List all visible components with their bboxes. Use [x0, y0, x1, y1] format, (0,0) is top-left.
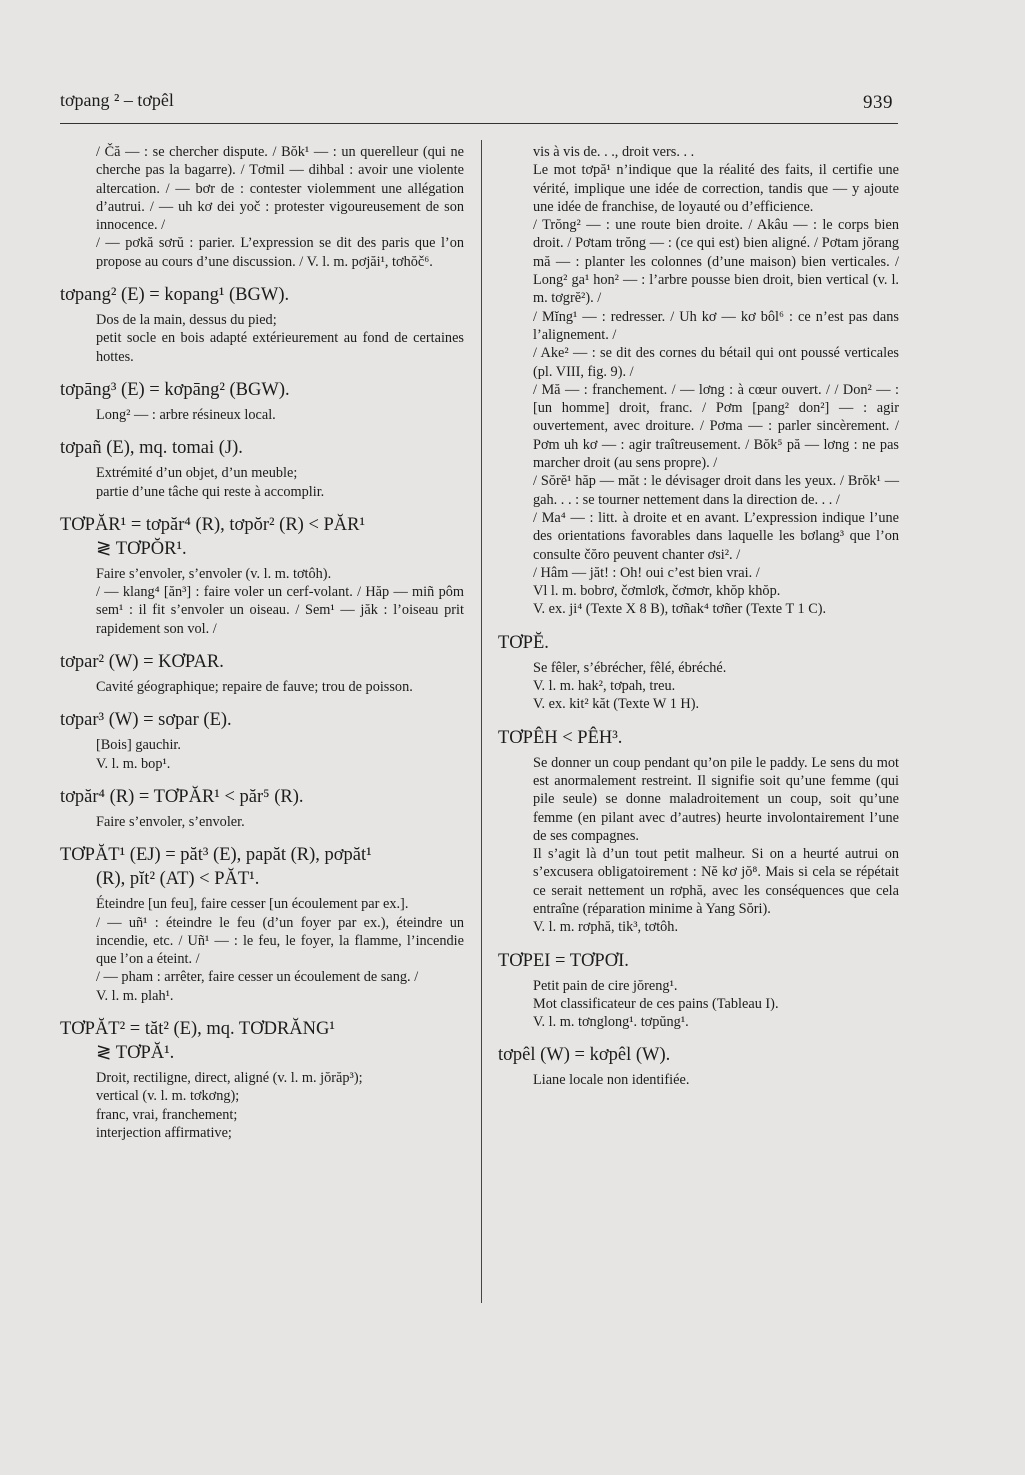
definition-line: petit socle en bois adapté extérieurement au fond de certaines hottes. — [96, 330, 464, 365]
definition-line: Liane locale non identifiée. — [533, 1072, 690, 1089]
continuation-text: / — pơkă sơrŭ : parier. L’expression se dit des paris que l’on propose au cours d’une discussion. / V. l. m. pơjăi¹, tơhŏč⁶. — [96, 235, 464, 270]
entry-body — [60, 895, 464, 1005]
definition-line: Droit, rectiligne, direct, aligné (v. l. m. jŏrăp³); — [96, 1070, 363, 1087]
header-rule — [60, 123, 898, 124]
entry-headword: TƠPÊH < PÊH³. — [498, 727, 623, 748]
see-also-line: V. l. m. tơnglong¹. tơpŭng¹. — [533, 1014, 689, 1031]
see-also-line: V. l. m. hak², tơpah, treu. — [533, 678, 676, 695]
entry-headword: tơpêl (W) = kơpêl (W). — [498, 1045, 671, 1066]
see-also-line: V. l. m. bop¹. — [96, 755, 171, 772]
entry-headword: TƠPĔ. — [498, 632, 549, 653]
column-divider — [481, 140, 482, 1303]
definition-line: [Bois] gauchir. — [96, 737, 181, 754]
definition-line: Extrémité d’un objet, d’un meuble; — [96, 465, 298, 482]
entry-body — [60, 813, 464, 831]
entry-headword: tơpang² (E) = kopang¹ (BGW). — [60, 285, 290, 306]
example-text: / — pham : arrêter, faire cesser un écoulement de sang. / — [96, 969, 419, 986]
example-text: / Hâm — jăt! : Oh! oui c’est bien vrai. / — [533, 564, 760, 581]
see-also-line: V. ex. ji⁴ (Texte X 8 B), tơñak⁴ tơñer (Texte T 1 C). — [533, 601, 827, 618]
headword-line: ≷ TƠPŎR¹. — [96, 538, 187, 559]
definition-line: interjection affirmative; — [96, 1124, 232, 1141]
continuation-text: vis à vis de. . ., droit vers. . . — [533, 144, 695, 160]
entry-headword: TƠPEI = TƠPƠI. — [498, 950, 629, 971]
see-also-line: V. l. m. plah¹. — [96, 987, 174, 1004]
see-also-line: Vl l. m. bobrơ, čơmlơk, čơmơr, khŏp khŏp. — [533, 583, 781, 600]
entry-body — [60, 1069, 464, 1142]
definition-line: Dos de la main, dessus du pied; — [96, 312, 277, 329]
definition-line: Long² — : arbre résineux local. — [96, 406, 276, 423]
entry-headword — [60, 1017, 464, 1065]
entry-body — [60, 406, 464, 424]
continuation-text: / Čă — : se chercher dispute. / Bŏk¹ — : un querelleur (qui ne cherche pas la bagarre). / Tơmil — dihbal : avoir une violente altercation. / — bơr de : contester violemment une allégation d’autrui. / — uh kơ dei yoč : protester vigoureusement de son innocence. / — [96, 144, 464, 234]
definition-line: Faire s’envoler, s’envoler. — [96, 813, 245, 830]
definition-line: partie d’une tâche qui reste à accomplir. — [96, 483, 325, 500]
headword-line: TƠPĂT² = tăt² (E), mq. TƠDRĂNG¹ — [60, 1019, 335, 1040]
definition-line: Cavité géographique; repaire de fauve; trou de poisson. — [96, 679, 413, 696]
headword-line: TƠPĂT¹ (EJ) = păt³ (E), papăt (R), pơpăt¹ — [60, 845, 372, 866]
entry-headword — [60, 843, 464, 891]
entry-headword: tơpar² (W) = KƠPAR. — [60, 652, 224, 673]
example-text: / Ma⁴ — : litt. à droite et en avant. L’expression indique l’une des orientations favorables dans laquelle les bơlang³ que l’on consulte čŏro peuvent chanter ơsi². / — [533, 509, 899, 563]
definition-line: Faire s’envoler, s’envoler (v. l. m. tơtôh). — [96, 565, 332, 582]
entry-headword: tơpar³ (W) = sơpar (E). — [60, 710, 232, 731]
definition-line: Mot classificateur de ces pains (Tableau I). — [533, 995, 779, 1012]
entry-body — [60, 565, 464, 638]
entry-headword: tơpăr⁴ (R) = TƠPĂR¹ < păr⁵ (R). — [60, 786, 304, 807]
definition-line: Petit pain de cire jŏreng¹. — [533, 977, 678, 994]
definition-line: Se fêler, s’ébrécher, fêlé, ébréché. — [533, 659, 727, 676]
running-head: tơpang ² – tơpêl — [60, 90, 174, 110]
definition-line: Se donner un coup pendant qu’on pile le paddy. Le sens du mot est anormalement restreint. Il signifie soit qu’une femme (qui pile seule) se donne maladroitement un coup, soit qu’une femme (en pilant avec d’autres) heurte involontairement l’une de ses compagnes. — [533, 754, 899, 844]
example-text: / Mĭng¹ — : redresser. / Uh kơ — kơ bôl⁶ : ce n’est pas dans l’alignement. / — [533, 308, 899, 343]
headword-line: TƠPĂR¹ = tơpăr⁴ (R), tơpŏr² (R) < PĂR¹ — [60, 514, 366, 535]
entry-headword: tơpañ (E), mq. tomai (J). — [60, 438, 243, 459]
continuation-block — [60, 143, 464, 271]
entry-headword: tơpāng³ (E) = kơpāng² (BGW). — [60, 379, 290, 400]
example-text: / Trŏng² — : une route bien droite. / Akâu — : le corps bien droit. / Pơtam trŏng — : (ce qui est) bien aligné. / Pơtam jŏrang mă — : planter les colonnes (d’une maison) bien verticales. / Long² ga¹ hon² — : l’arbre pousse bien droit, bien vertical (v. l. m. tơgrĕ²). / — [533, 217, 899, 307]
example-text: / — uñ¹ : éteindre le feu (d’un foyer par ex.), éteindre un incendie, etc. / Uñ¹ — : le feu, le foyer, la flamme, l’incendie que l’on a éteint. / — [96, 914, 464, 968]
entry-body — [60, 736, 464, 773]
entry-headword — [60, 513, 464, 561]
example-text: / Sŏrĕ¹ hăp — măt : le dévisager droit dans les yeux. / Brŏk¹ — gah. . . : se tourner nettement dans la direction de. . . / — [533, 473, 899, 508]
entry-body — [498, 1071, 899, 1089]
entry-body — [498, 754, 899, 937]
headword-line: ≷ TƠPĂ¹. — [96, 1043, 175, 1064]
entry-body — [60, 678, 464, 696]
example-text: / Ake² — : se dit des cornes du bétail qui ont poussé verticales (pl. VIII, fig. 9). / — [533, 345, 899, 380]
entry-body — [60, 464, 464, 501]
right-column — [498, 143, 899, 1090]
definition-line: franc, vrai, franchement; — [96, 1106, 238, 1123]
definition-line: Il s’agit là d’un tout petit malheur. Si on a heurté autrui on s’excusera obligatoirement : Nĕ kơ jŏ⁸. Mais si cela se répétait ce serait nettement un rơphă, avec les conséquences que cela entraîne (réparation minime à Yang Sŏri). — [533, 846, 899, 917]
example-text: / Mă — : franchement. / — lơng : à cœur ouvert. / / Don² — : [un homme] droit, franc. / Pơm [pang² don²] — : agir ouvertement, avec droiture. / Pơma — : parler sincèrement. / Pơm uh kơ — : agir traîtreusement. / Bŏk⁵ pă — lơng : ne pas marcher droit (au sens propre). / — [533, 381, 899, 472]
page-number: 939 — [863, 92, 893, 113]
continuation-block — [498, 143, 899, 619]
entry-body — [60, 311, 464, 366]
continuation-text: Le mot tơpă¹ n’indique que la réalité des faits, il certifie une vérité, implique une idée de correction, tandis que — y ajoute une idée de franchise, de loyauté ou d’efficience. — [533, 162, 899, 215]
entry-body — [498, 659, 899, 714]
example-text: / — klang⁴ [ăn³] : faire voler un cerf-volant. / Hăp — miñ pôm sem¹ : il fit s’envoler un oiseau. / Sem¹ — jăk : l’oiseau prit rapidement son vol. / — [96, 584, 464, 637]
see-also-line: V. l. m. rơphă, tik³, tơtôh. — [533, 919, 679, 936]
headword-line: (R), pĭt² (AT) < PĂT¹. — [96, 869, 260, 890]
definition-line: vertical (v. l. m. tơkơng); — [96, 1088, 240, 1105]
see-also-line: V. ex. kit² kăt (Texte W 1 H). — [533, 696, 700, 713]
left-column — [60, 143, 464, 1142]
definition-line: Éteindre [un feu], faire cesser [un écoulement par ex.]. — [96, 896, 409, 913]
entry-body — [498, 977, 899, 1032]
